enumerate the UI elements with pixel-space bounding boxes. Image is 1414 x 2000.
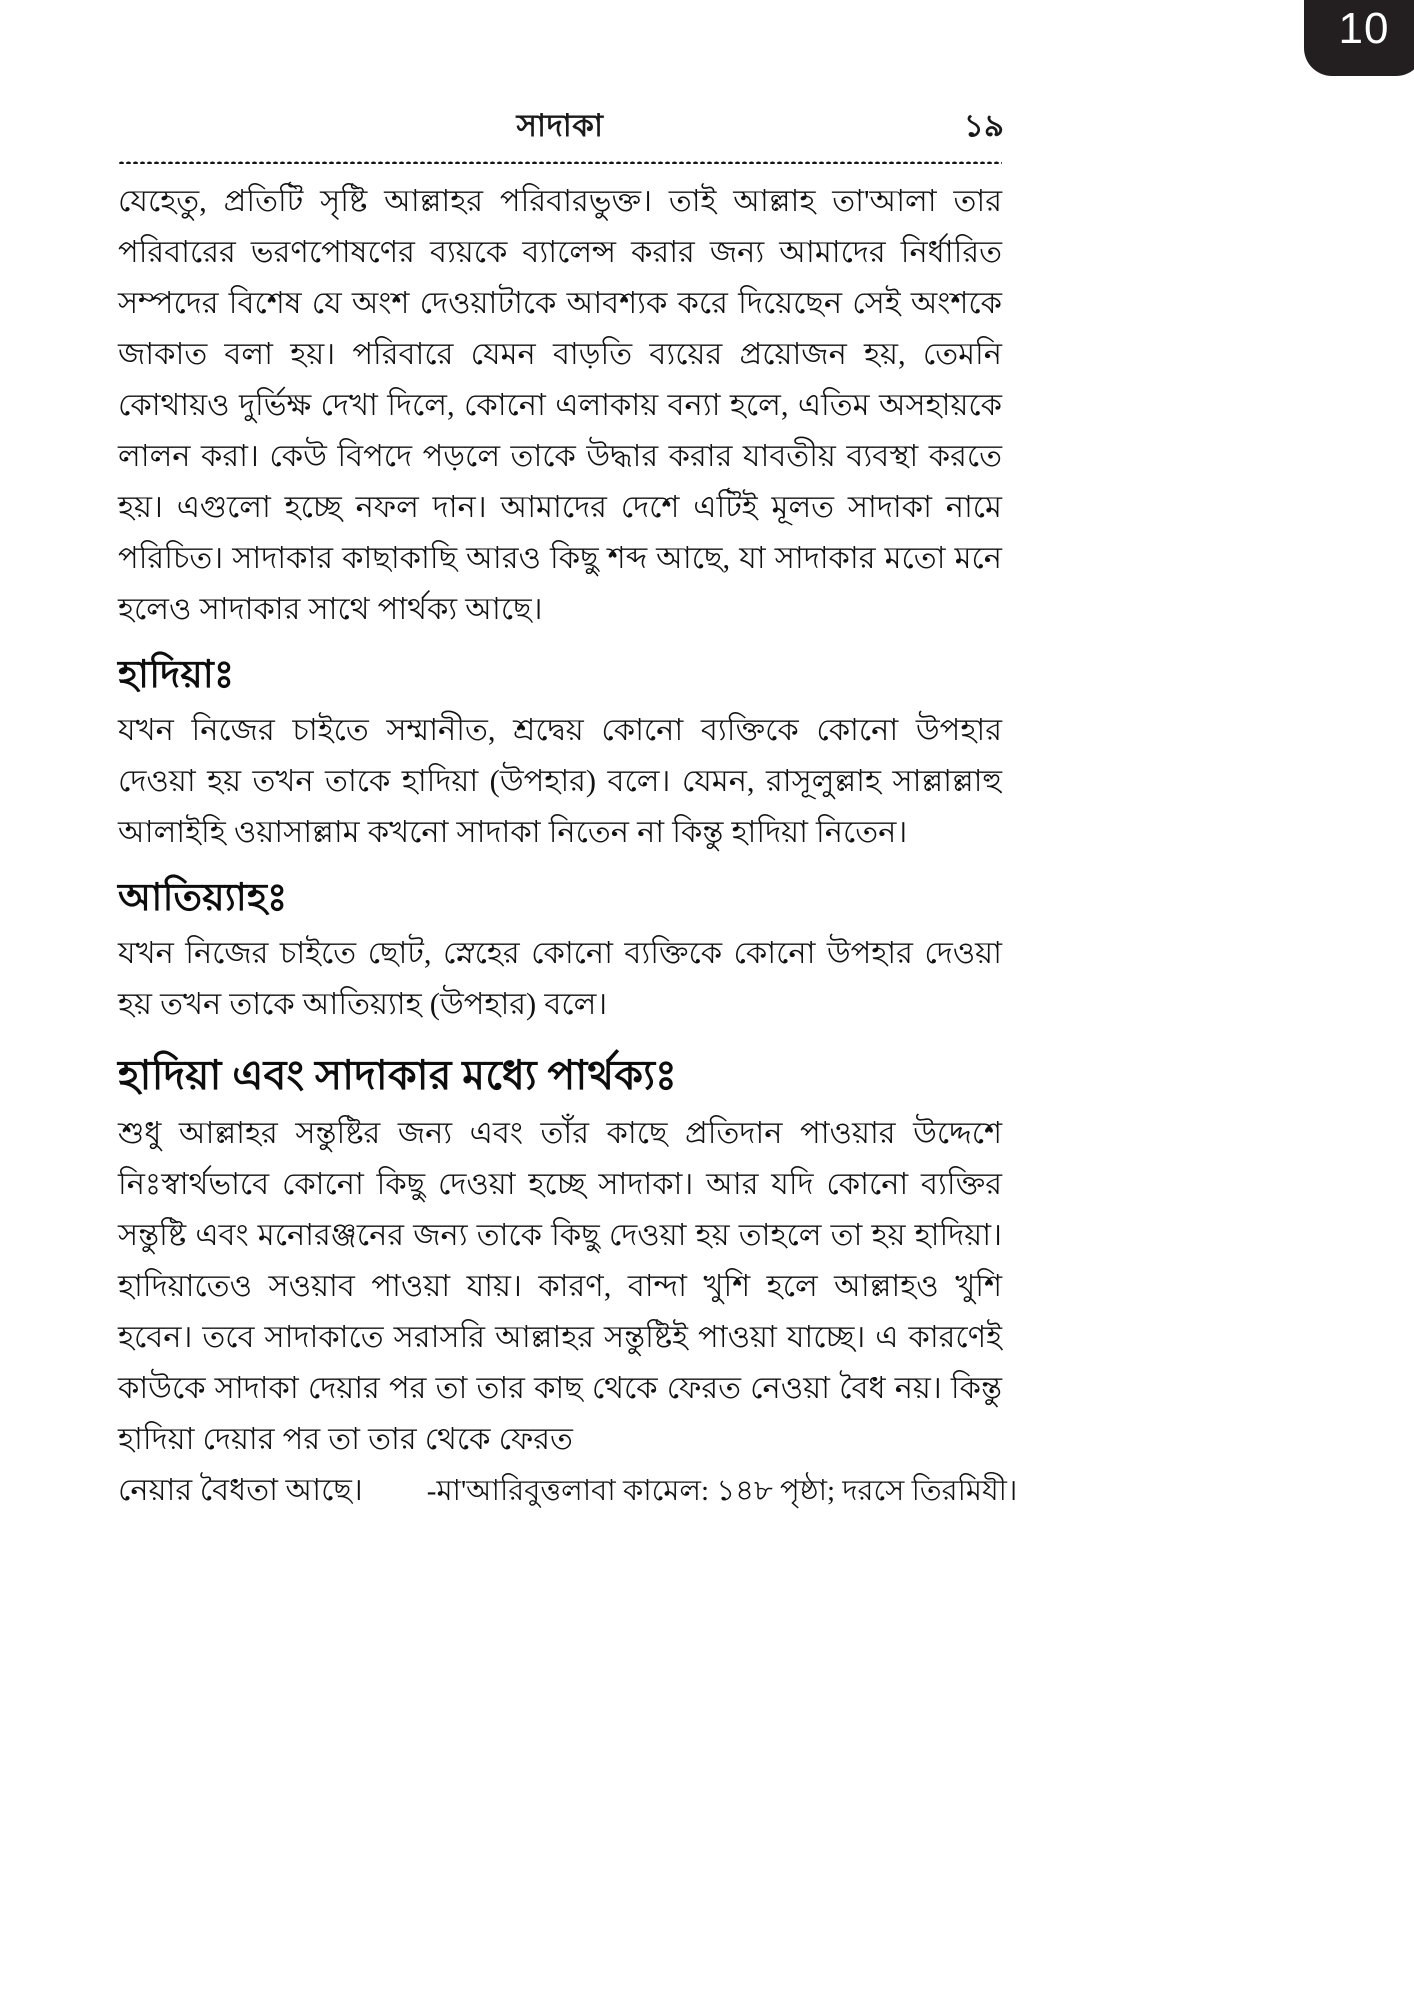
section-heading-atiyyah: আতিয়্যাহঃ (118, 877, 288, 919)
citation-reference: -মা'আরিবুত্তলাবা কামেল: ১৪৮ পৃষ্ঠা; দরসে তিরমিযী। (426, 1475, 1018, 1507)
paragraph-intro: যেহেতু, প্রতিটি সৃষ্টি আল্লাহর পরিবারভুক্ত। তাই আল্লাহ তা'আলা তার পরিবারের ভরণপোষণের ব্যয়কে ব্যালেন্স করার জন্য আমাদের নির্ধারিত সম্পদের বিশেষ যে অংশ দেওয়াটাকে আবশ্যক করে দিয়েছেন সেই অংশকে জাকাত বলা হয়। পরিবারে যেমন বাড়তি ব্যয়ের প্রয়োজন হয়, তেমনি কোথায়ও দুর্ভিক্ষ দেখা দিলে, কোনো এলাকায় বন্যা হলে, এতিম অসহায়কে লালন করা। কেউ বিপদে পড়লে তাকে উদ্ধার করার যাবতীয় ব্যবস্থা করতে হয়। এগুলো হচ্ছে নফল দান। আমাদের দেশে এটিই মূলত সাদাকা নামে পরিচিত। সাদাকার কাছাকাছি আরও কিছু শব্দ আছে, যা সাদাকার মতো মনে হলেও সাদাকার সাথে পার্থক্য আছে। (118, 184, 1002, 626)
header-folio-number: ১৯ (963, 108, 1004, 143)
page-content (118, 108, 1018, 1517)
closing-line (118, 1465, 1018, 1517)
header-title: সাদাকা (516, 108, 604, 143)
paragraph-difference: শুধু আল্লাহর সন্তুষ্টির জন্য এবং তাঁর কাছে প্রতিদান পাওয়ার উদ্দেশে নিঃস্বার্থভাবে কোনো কিছু দেওয়া হচ্ছে সাদাকা। আর যদি কোনো ব্যক্তির সন্তুষ্টি এবং মনোরঞ্জনের জন্য তাকে কিছু দেওয়া হয় তাহলে তা হয় হাদিয়া। হাদিয়াতেও সওয়াব পাওয়া যায়। কারণ, বান্দা খুশি হলে আল্লাহও খুশি হবেন। তবে সাদাকাতে সরাসরি আল্লাহর সন্তুষ্টিই পাওয়া যাচ্ছে। এ কারণেই কাউকে সাদাকা দেয়ার পর তা তার কাছ থেকে ফেরত নেওয়া বৈধ নয়। কিন্তু হাদিয়া দেয়ার পর তা তার থেকে ফেরত (118, 1116, 1002, 1456)
paragraph-difference-tail: নেয়ার বৈধতা আছে। (118, 1473, 363, 1507)
section-heading-difference: হাদিয়া এবং সাদাকার মধ্যে পার্থক্যঃ (118, 1052, 678, 1098)
paragraph-atiyyah: যখন নিজের চাইতে ছোট, স্নেহের কোনো ব্যক্তিকে কোনো উপহার দেওয়া হয় তখন তাকে আতিয়্যাহ (উপহার) বলে। (118, 936, 1002, 1021)
section-heading-hadiya: হাদিয়াঃ (118, 654, 235, 696)
page-number-badge: 10 (1304, 0, 1414, 76)
paragraph-hadiya: যখন নিজের চাইতে সম্মানীত, শ্রদ্বেয় কোনো ব্যক্তিকে কোনো উপহার দেওয়া হয় তখন তাকে হাদিয়া (উপহার) বলে। যেমন, রাসূলুল্লাহ সাল্লাল্লাহু আলাইহি ওয়াসাল্লাম কখনো সাদাকা নিতেন না কিন্তু হাদিয়া নিতেন। (118, 713, 1002, 849)
running-header (118, 110, 1002, 156)
header-dotted-rule (118, 160, 1002, 164)
